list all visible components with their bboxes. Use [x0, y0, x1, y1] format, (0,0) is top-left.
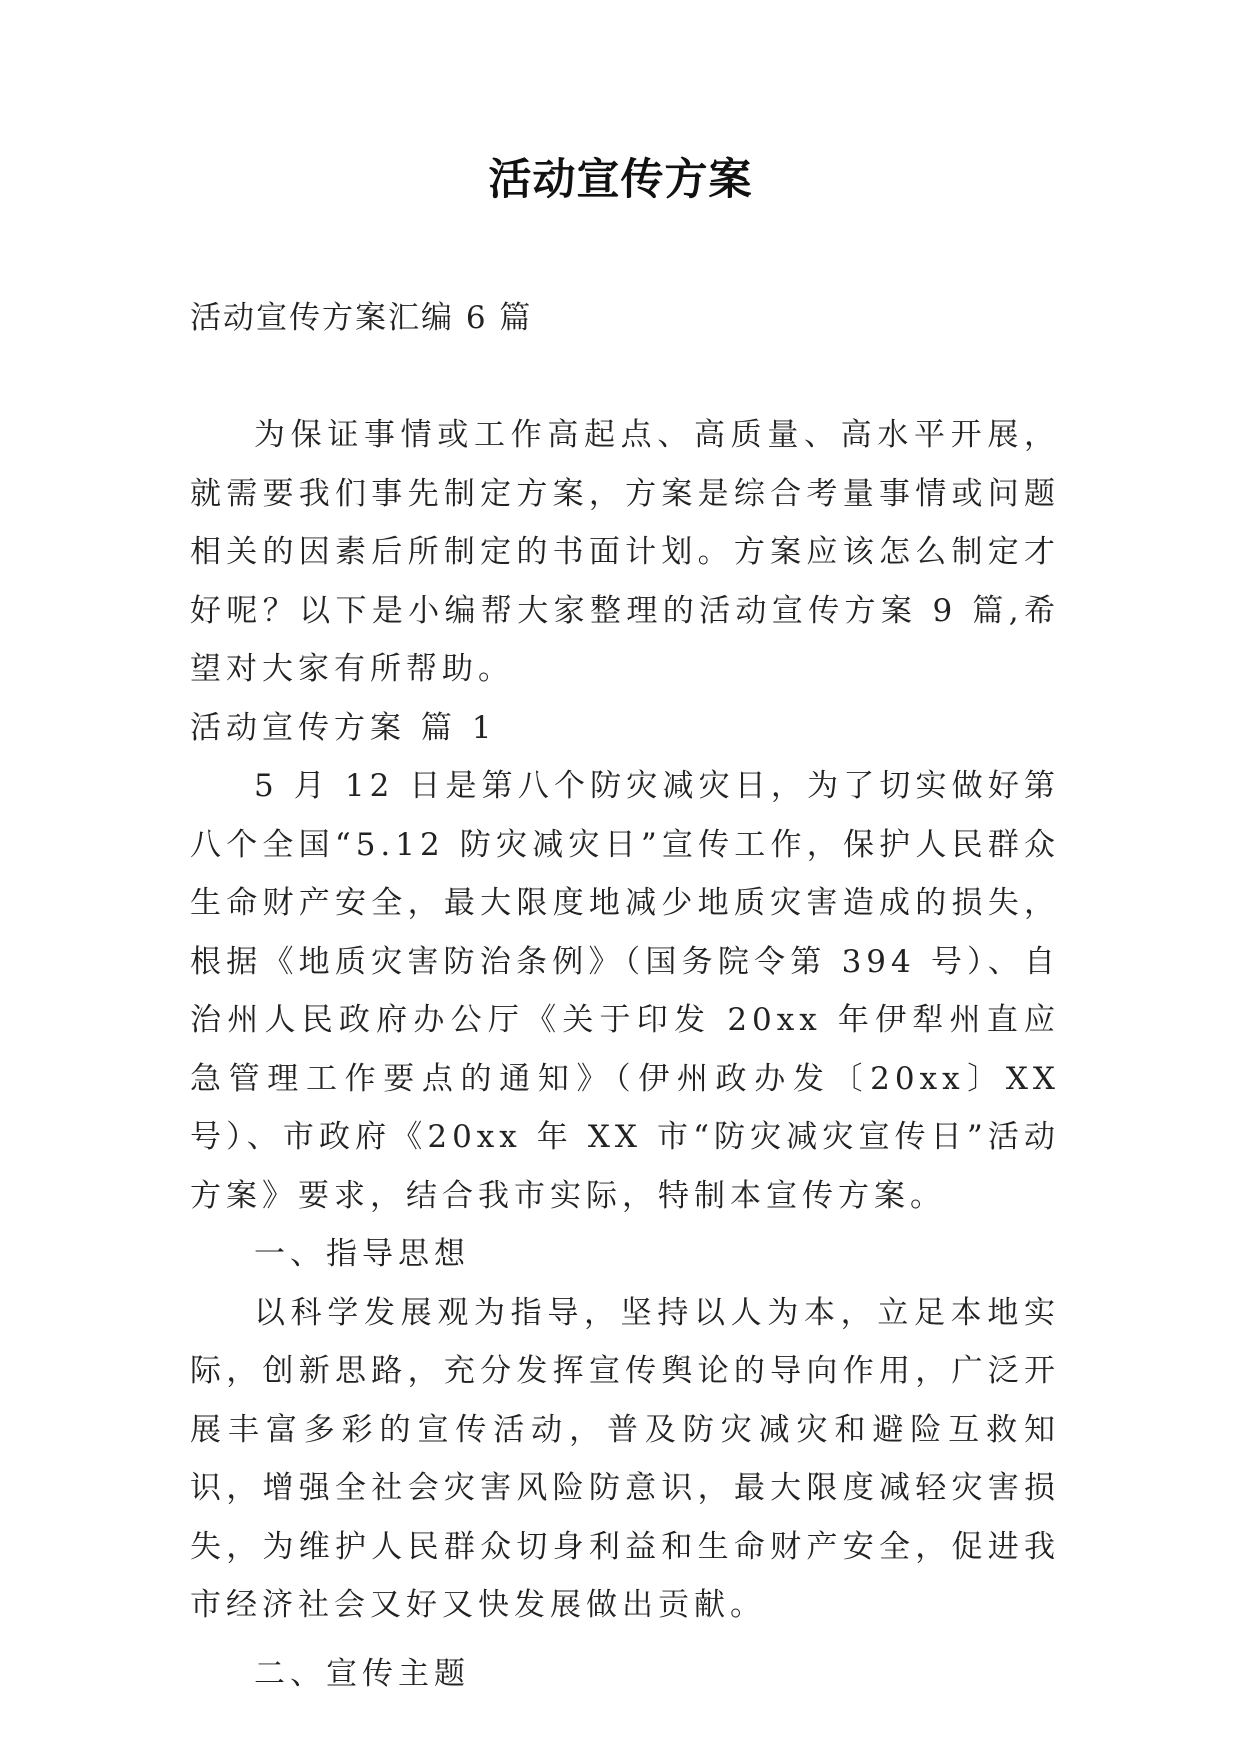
document-title: 活动宣传方案 — [488, 155, 753, 205]
document-body — [190, 406, 1060, 1703]
document-subtitle: 活动宣传方案汇编 6 篇 — [190, 300, 533, 336]
intro-paragraph: 为保证事情或工作高起点、高质量、高水平开展，就需要我们事先制定方案，方案是综合考量事情或问题相关的因素后所制定的书面计划。方案应该怎么制定才好呢？以下是小编帮大家整理的活动宣传方案 9 篇,希望对大家有所帮助。 — [190, 417, 1060, 687]
section-heading-part-1: 活动宣传方案 篇 1 — [190, 709, 497, 746]
section-heading-guiding-ideology: 一、指导思想 — [254, 1236, 470, 1272]
section-heading-publicity-theme: 二、宣传主题 — [254, 1655, 470, 1692]
body-paragraph: 以科学发展观为指导，坚持以人为本，立足本地实际，创新思路，充分发挥宣传舆论的导向作用，广泛开展丰富多彩的宣传活动，普及防灾减灾和避险互救知识，增强全社会灾害风险防意识，最大限度减轻灾害损失，为维护人民群众切身利益和生命财产安全，促进我市经济社会又好又快发展做出贡献。 — [190, 1294, 1060, 1623]
body-paragraph: 5 月 12 日是第八个防灾减灾日，为了切实做好第八个全国“5.12 防灾减灾日”宣传工作，保护人民群众生命财产安全，最大限度地减少地质灾害造成的损失，根据《地质灾害防治条例》（国务院令第 394 号）、自治州人民政府办公厅《关于印发 20xx 年伊犁州直应急管理工作要点的通知》（伊州政办发〔20xx〕XX 号）、市政府《20xx 年 XX 市“防灾减灾宣传日”活动方案》要求，结合我市实际，特制本宣传方案。 — [190, 768, 1060, 1214]
